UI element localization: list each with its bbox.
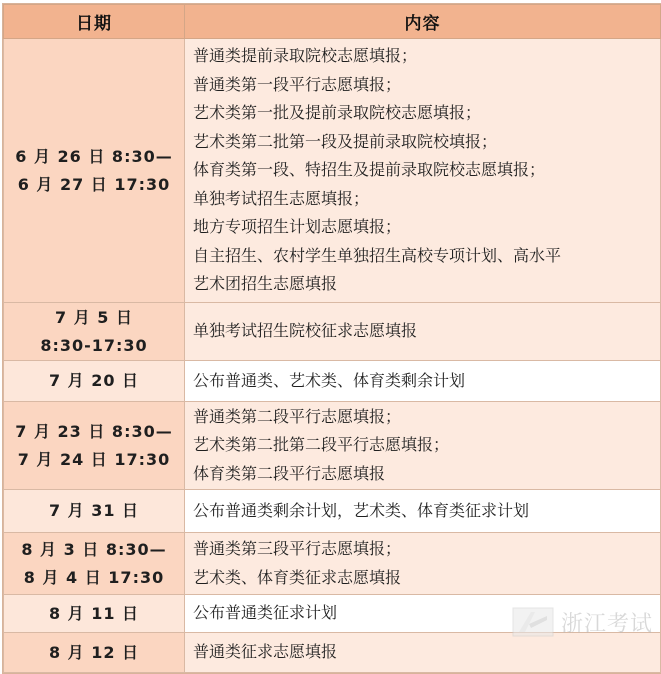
date-line: 8 月 3 日 8:30— bbox=[21, 539, 167, 559]
header-content: 内容 bbox=[185, 5, 661, 39]
date-cell bbox=[4, 39, 185, 303]
content-line: 普通类第二段平行志愿填报； bbox=[193, 406, 402, 426]
content-line: 艺术类第一批及提前录取院校志愿填报； bbox=[193, 103, 482, 123]
admission-schedule-table-wrapper bbox=[2, 3, 661, 674]
date-line: 6 月 26 日 8:30— bbox=[15, 146, 173, 166]
content-line: 艺术团招生志愿填报 bbox=[193, 274, 338, 294]
content-line: 公布普通类剩余计划，艺术类、体育类征求计划 bbox=[193, 500, 530, 520]
table-row bbox=[4, 361, 661, 402]
content-cell bbox=[185, 39, 661, 303]
content-line: 公布普通类征求计划 bbox=[193, 603, 338, 623]
content-cell bbox=[185, 402, 661, 490]
header-date: 日期 bbox=[4, 5, 185, 39]
content-line: 单独考试招生志愿填报； bbox=[193, 188, 370, 208]
content-cell bbox=[185, 533, 661, 595]
date-line: 7 月 31 日 bbox=[48, 501, 140, 520]
content-line: 艺术类第二批第二段平行志愿填报； bbox=[193, 435, 450, 455]
content-line: 单独考试招生院校征求志愿填报 bbox=[193, 321, 418, 341]
table-row bbox=[4, 533, 661, 595]
content-line: 自主招生、农村学生单独招生高校专项计划、高水平 bbox=[193, 245, 562, 265]
date-line: 7 月 24 日 17:30 bbox=[17, 449, 171, 469]
content-line: 普通类第一段平行志愿填报； bbox=[193, 74, 402, 94]
table-row bbox=[4, 490, 661, 533]
content-line: 普通类征求志愿填报 bbox=[193, 642, 338, 662]
date-cell bbox=[4, 633, 185, 673]
content-cell bbox=[185, 490, 661, 533]
content-cell bbox=[185, 361, 661, 402]
date-line: 8:30-17:30 bbox=[40, 335, 148, 355]
exam-logo-icon bbox=[511, 604, 555, 640]
date-cell bbox=[4, 533, 185, 595]
content-line: 地方专项招生计划志愿填报； bbox=[193, 217, 402, 237]
date-line: 7 月 23 日 8:30— bbox=[15, 421, 173, 441]
date-line: 7 月 20 日 bbox=[48, 371, 140, 390]
content-line: 公布普通类、艺术类、体育类剩余计划 bbox=[193, 370, 466, 390]
date-line: 8 月 12 日 bbox=[48, 642, 140, 662]
table-row bbox=[4, 303, 661, 361]
watermark-text: 浙江考试 bbox=[560, 611, 653, 637]
content-line: 普通类提前录取院校志愿填报； bbox=[193, 46, 418, 66]
date-line: 6 月 27 日 17:30 bbox=[17, 174, 171, 194]
table-row bbox=[4, 402, 661, 490]
table-header-row bbox=[4, 5, 661, 39]
content-line: 艺术类、体育类征求志愿填报 bbox=[193, 567, 402, 587]
table-row bbox=[4, 39, 661, 303]
date-line: 8 月 4 日 17:30 bbox=[23, 567, 165, 587]
content-line: 艺术类第二批第一段及提前录取院校填报； bbox=[193, 131, 498, 151]
date-cell bbox=[4, 303, 185, 361]
date-line: 7 月 5 日 bbox=[55, 307, 133, 327]
date-cell bbox=[4, 490, 185, 533]
date-line: 8 月 11 日 bbox=[48, 603, 140, 623]
date-cell bbox=[4, 402, 185, 490]
date-cell bbox=[4, 595, 185, 633]
content-line: 体育类第二段平行志愿填报 bbox=[193, 463, 386, 483]
content-line: 体育类第一段、特招生及提前录取院校志愿填报； bbox=[193, 160, 546, 180]
admission-schedule-table bbox=[3, 4, 661, 673]
content-cell bbox=[185, 303, 661, 361]
content-line: 普通类第三段平行志愿填报； bbox=[193, 539, 402, 558]
watermark bbox=[511, 604, 653, 640]
date-cell bbox=[4, 361, 185, 402]
